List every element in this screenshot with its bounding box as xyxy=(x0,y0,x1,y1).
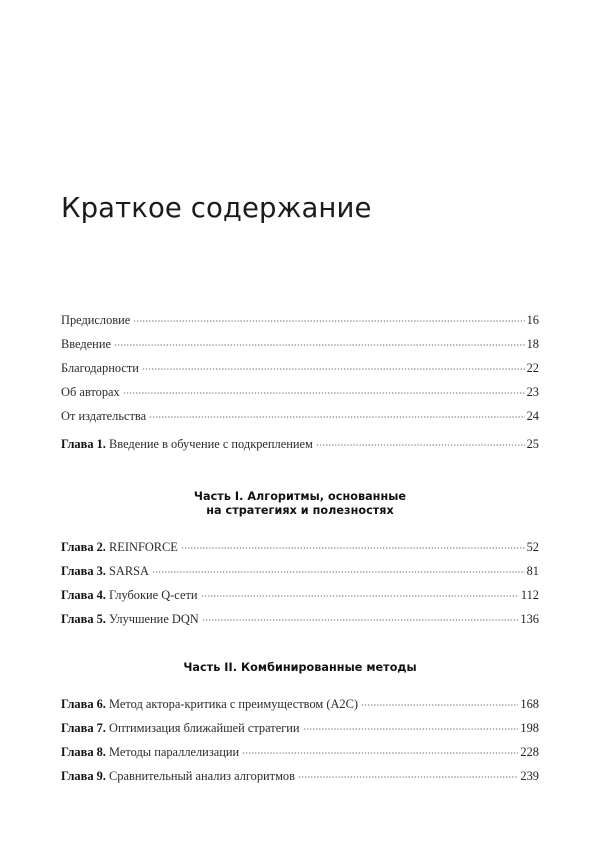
chapter-title: Оптимизация ближайшей стратегии xyxy=(109,720,300,735)
toc-entry-page: 81 xyxy=(526,564,539,578)
toc-entry-chapter-5[interactable] xyxy=(61,607,539,631)
toc-entry-page: 112 xyxy=(520,588,539,602)
chapter-number: Глава 1. xyxy=(61,437,106,451)
chapter-number: Глава 9. xyxy=(61,768,106,783)
chapter-title: Улучшение DQN xyxy=(109,612,199,626)
chapter-number: Глава 2. xyxy=(61,540,106,554)
toc-entry-chapter-4[interactable] xyxy=(61,583,539,607)
part-heading-line: Часть II. Комбинированные методы xyxy=(183,661,417,674)
toc-entry-label: Благодарности xyxy=(61,361,139,375)
toc-entry-label xyxy=(61,692,360,716)
toc-entry-page: 18 xyxy=(526,337,539,351)
toc-entry-front-1[interactable] xyxy=(61,308,539,332)
toc-entry-page: 136 xyxy=(520,612,539,626)
toc-entry-label: Предисловие xyxy=(61,313,131,327)
toc-entry-page: 22 xyxy=(526,361,539,375)
toc-entry-chapter-9[interactable] xyxy=(61,764,539,788)
chapter-number: Глава 8. xyxy=(61,744,106,759)
toc-entry-label xyxy=(61,607,201,631)
chapter-number: Глава 5. xyxy=(61,612,106,626)
leader-dots xyxy=(201,587,519,599)
toc-entry-page: 23 xyxy=(526,385,539,399)
toc-entry-label xyxy=(61,764,297,788)
leader-dots xyxy=(123,384,525,396)
chapter-title: Методы параллелизации xyxy=(109,744,240,759)
table-of-contents xyxy=(61,308,539,788)
chapter-title: Сравнительный анализ алгоритмов xyxy=(109,768,295,783)
chapter-title: Глубокие Q-сети xyxy=(109,588,198,602)
toc-entry-chapter-2[interactable] xyxy=(61,535,539,559)
chapter-title: Введение в обучение с подкреплением xyxy=(109,437,313,451)
leader-dots xyxy=(142,360,525,372)
spacer xyxy=(61,675,539,692)
toc-entry-chapter-1[interactable] xyxy=(61,432,539,456)
leader-dots xyxy=(298,768,518,780)
chapter-title: REINFORCE xyxy=(109,540,178,554)
chapter-number: Глава 7. xyxy=(61,720,106,735)
part-heading-1 xyxy=(61,490,539,517)
chapter-title: Метод актора-критика с преимуществом (A2C) xyxy=(109,696,358,711)
toc-entry-chapter-8[interactable] xyxy=(61,740,539,764)
leader-dots xyxy=(303,720,519,732)
chapter-number: Глава 6. xyxy=(61,696,106,711)
spacer xyxy=(61,517,539,535)
toc-entry-page: 228 xyxy=(520,744,539,759)
toc-entry-label: Введение xyxy=(61,337,111,351)
toc-entry-label xyxy=(61,740,241,764)
toc-entry-label: Об авторах xyxy=(61,385,120,399)
leader-dots xyxy=(242,744,518,756)
spacer xyxy=(61,456,539,490)
toc-entry-label xyxy=(61,432,315,456)
toc-entry-front-5[interactable] xyxy=(61,404,539,428)
toc-entry-label: От издательства xyxy=(61,409,147,423)
leader-dots xyxy=(202,611,519,623)
leader-dots xyxy=(149,408,525,420)
toc-entry-front-2[interactable] xyxy=(61,332,539,356)
part-heading-2 xyxy=(61,661,539,675)
toc-entry-chapter-6[interactable] xyxy=(61,692,539,716)
leader-dots xyxy=(114,336,525,348)
toc-entry-chapter-3[interactable] xyxy=(61,559,539,583)
toc-entry-chapter-7[interactable] xyxy=(61,716,539,740)
chapter-title: SARSA xyxy=(109,564,149,578)
toc-entry-front-3[interactable] xyxy=(61,356,539,380)
toc-entry-page: 198 xyxy=(520,720,539,735)
toc-entry-label xyxy=(61,716,302,740)
leader-dots xyxy=(133,312,524,324)
page-title: Краткое содержание xyxy=(61,192,372,224)
leader-dots xyxy=(152,563,525,575)
part-heading-line: Часть I. Алгоритмы, основанные xyxy=(193,490,407,503)
toc-entry-label xyxy=(61,583,200,607)
leader-dots xyxy=(316,436,525,448)
part-heading-line: на стратегиях и полезностях xyxy=(206,503,394,517)
toc-entry-label xyxy=(61,559,151,583)
toc-entry-label xyxy=(61,535,180,559)
chapter-number: Глава 3. xyxy=(61,564,106,578)
leader-dots xyxy=(361,696,518,708)
chapter-number: Глава 4. xyxy=(61,588,106,602)
toc-entry-page: 25 xyxy=(526,437,539,451)
toc-entry-page: 16 xyxy=(526,313,539,327)
leader-dots xyxy=(181,539,525,551)
toc-entry-page: 168 xyxy=(520,696,539,711)
toc-entry-page: 239 xyxy=(520,768,539,783)
spacer xyxy=(61,631,539,661)
toc-entry-page: 52 xyxy=(526,540,539,554)
toc-entry-page: 24 xyxy=(526,409,539,423)
toc-entry-front-4[interactable] xyxy=(61,380,539,404)
